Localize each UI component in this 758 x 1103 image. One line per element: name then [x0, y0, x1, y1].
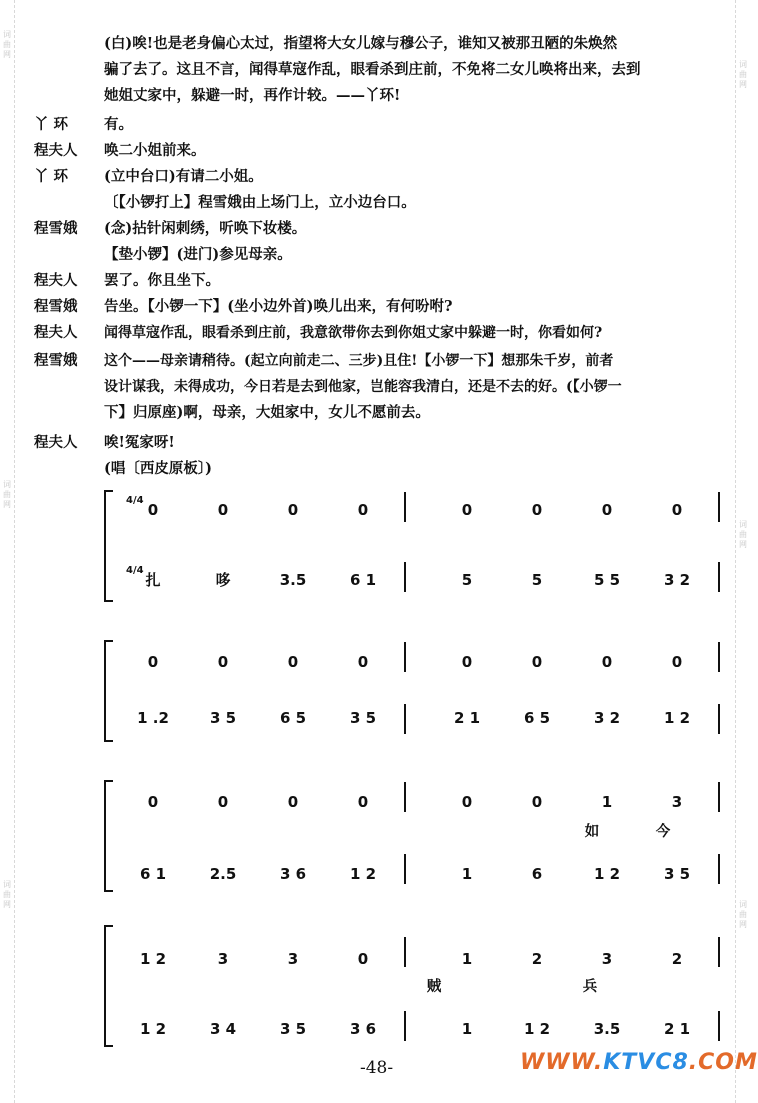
barline: [404, 854, 406, 884]
barline: [718, 937, 720, 967]
vocal-note: 3: [217, 950, 229, 968]
accomp-note: 1 2: [523, 1020, 551, 1038]
barline: [718, 782, 720, 812]
dialogue-line: 设计谋我，未得成功，今日若是去到他家，岂能容我清白，还是不去的好。(【小锣一: [104, 379, 622, 395]
barline: [718, 854, 720, 884]
watermark: 词 曲 网: [3, 480, 11, 509]
system-bracket: [104, 780, 113, 892]
accomp-note: 3 2: [663, 571, 691, 589]
watermark: 词 曲 网: [739, 900, 747, 929]
lyric-char: 贼: [426, 978, 442, 995]
barline: [404, 642, 406, 672]
barline: [404, 937, 406, 967]
accomp-note: 3.5: [279, 571, 307, 589]
system-bracket: [104, 640, 113, 742]
speaker-label: 程雪娥: [34, 352, 78, 369]
dialogue-line: 下】归原座)啊，母亲，大姐家中，女儿不愿前去。: [104, 404, 430, 421]
accomp-note: 3 6: [349, 1020, 377, 1038]
speaker-label: 程夫人: [34, 142, 78, 159]
dialogue-line: 骗了去了。这且不言，闻得草寇作乱，眼看杀到庄前，不免将二女儿唤将出来，去到: [104, 61, 641, 78]
vocal-note: 0: [671, 501, 683, 519]
accomp-note: 3 5: [209, 709, 237, 727]
vocal-note: 0: [461, 501, 473, 519]
dialogue-line: 唉!冤家呀!: [104, 434, 175, 451]
vocal-note: 0: [531, 501, 543, 519]
accomp-note: 5: [461, 571, 473, 589]
vocal-note: 1 2: [139, 950, 167, 968]
score-system: [104, 640, 722, 742]
vocal-note: 0: [531, 793, 543, 811]
lyric-char: 兵: [582, 978, 598, 995]
barline: [718, 1011, 720, 1041]
page-number: -48-: [360, 1058, 394, 1078]
accomp-note: 5: [531, 571, 543, 589]
vocal-note: 0: [147, 653, 159, 671]
site-suffix: .COM: [688, 1050, 758, 1075]
watermark: 词 曲 网: [739, 520, 747, 549]
accomp-note: 5 5: [593, 571, 621, 589]
left-margin-strip: [0, 0, 15, 1103]
accomp-note: 3 5: [349, 709, 377, 727]
vocal-note: 0: [461, 793, 473, 811]
dialogue-line: 告坐。【小锣一下】(坐小边外首)唤儿出来，有何吩咐?: [104, 298, 453, 315]
vocal-note: 0: [217, 793, 229, 811]
barline: [718, 704, 720, 734]
vocal-note: 0: [147, 501, 159, 519]
vocal-note: 0: [287, 793, 299, 811]
accomp-note: 1 .2: [137, 709, 169, 727]
accomp-note: 1: [461, 865, 473, 883]
vocal-note: 0: [287, 653, 299, 671]
system-bracket: [104, 925, 113, 1047]
barline: [404, 492, 406, 522]
accomp-note: 1 2: [139, 1020, 167, 1038]
dialogue-line: 这个——母亲请稍待。(起立向前走二、三步)且住!【小锣一下】想那朱千岁，前者: [104, 353, 614, 369]
dialogue-line: 闻得草寇作乱，眼看杀到庄前，我意欲带你去到你姐丈家中躲避一时，你看如何?: [104, 325, 603, 341]
accomp-note: 1 2: [663, 709, 691, 727]
vocal-note: 1: [601, 793, 613, 811]
barline: [718, 642, 720, 672]
vocal-note: 2: [671, 950, 683, 968]
vocal-note: 0: [217, 501, 229, 519]
dialogue-line: 唤二小姐前来。: [104, 142, 206, 159]
accomp-note: 6 1: [349, 571, 377, 589]
accomp-note: 扎: [145, 571, 161, 589]
stage-direction: (唱〔西皮原板〕): [104, 460, 212, 477]
score-system: [104, 780, 722, 892]
accomp-note: 3 4: [209, 1020, 237, 1038]
vocal-note: 3: [287, 950, 299, 968]
barline: [404, 562, 406, 592]
accomp-note: 1 2: [593, 865, 621, 883]
right-margin-strip: [735, 0, 750, 1103]
vocal-note: 0: [357, 653, 369, 671]
vocal-note: 0: [531, 653, 543, 671]
vocal-note: 0: [357, 793, 369, 811]
vocal-note: 3: [601, 950, 613, 968]
accomp-note: 哆: [215, 571, 231, 589]
accomp-note: 3 2: [593, 709, 621, 727]
barline: [404, 782, 406, 812]
accomp-note: 2.5: [209, 865, 237, 883]
barline: [718, 492, 720, 522]
vocal-note: 0: [147, 793, 159, 811]
vocal-note: 1: [461, 950, 473, 968]
vocal-note: 0: [671, 653, 683, 671]
stage-direction: 【垫小锣】(进门)参见母亲。: [104, 246, 292, 263]
speaker-label: 丫 环: [34, 116, 69, 133]
time-signature: 4/4: [126, 565, 144, 576]
vocal-note: 0: [601, 501, 613, 519]
watermark: 词 曲 网: [3, 30, 11, 59]
site-name: KTVC8: [603, 1050, 689, 1075]
site-prefix: WWW.: [520, 1050, 604, 1075]
accomp-note: 2 1: [663, 1020, 691, 1038]
vocal-note: 0: [217, 653, 229, 671]
speaker-label: 程夫人: [34, 324, 78, 341]
system-bracket: [104, 490, 113, 602]
vocal-note: 3: [671, 793, 683, 811]
dialogue-line: 罢了。你且坐下。: [104, 272, 220, 289]
watermark: 词 曲 网: [3, 880, 11, 909]
accomp-note: 3 6: [279, 865, 307, 883]
time-signature: 4/4: [126, 495, 144, 506]
accomp-note: 6: [531, 865, 543, 883]
accomp-note: 3 5: [663, 865, 691, 883]
lyric-char: 如: [584, 823, 600, 840]
accomp-note: 2 1: [453, 709, 481, 727]
speaker-label: 程雪娥: [34, 298, 78, 315]
accomp-note: 1 2: [349, 865, 377, 883]
dialogue-line: 她姐丈家中，躲避一时，再作计较。——丫环!: [104, 87, 401, 104]
dialogue-line: (念)拈针闲刺绣，听唤下妆楼。: [104, 220, 307, 237]
speaker-label: 程夫人: [34, 434, 78, 451]
watermark: 词 曲 网: [739, 60, 747, 89]
speaker-label: 丫 环: [34, 168, 69, 185]
barline: [404, 1011, 406, 1041]
vocal-note: 0: [601, 653, 613, 671]
accomp-note: 3 5: [279, 1020, 307, 1038]
speaker-label: 程夫人: [34, 272, 78, 289]
accomp-note: 6 5: [523, 709, 551, 727]
accomp-note: 1: [461, 1020, 473, 1038]
lyric-char: 今: [655, 823, 671, 840]
site-watermark: [520, 1050, 758, 1075]
vocal-note: 0: [357, 950, 369, 968]
vocal-note: 0: [461, 653, 473, 671]
vocal-note: 0: [287, 501, 299, 519]
accomp-note: 6 1: [139, 865, 167, 883]
dialogue-line: (白)唉!也是老身偏心太过，指望将大女儿嫁与穆公子，谁知又被那丑陋的朱焕然: [104, 35, 618, 52]
speaker-label: 程雪娥: [34, 220, 78, 237]
accomp-note: 3.5: [593, 1020, 621, 1038]
barline: [404, 704, 406, 734]
dialogue-line: (立中台口)有请二小姐。: [104, 168, 263, 185]
dialogue-line: 有。: [104, 116, 133, 133]
accomp-note: 6 5: [279, 709, 307, 727]
stage-direction: 〔【小锣打上】程雪娥由上场门上，立小边台口。: [104, 194, 416, 211]
score-system: [104, 490, 722, 602]
vocal-note: 0: [357, 501, 369, 519]
score-system: [104, 925, 722, 1047]
barline: [718, 562, 720, 592]
vocal-note: 2: [531, 950, 543, 968]
